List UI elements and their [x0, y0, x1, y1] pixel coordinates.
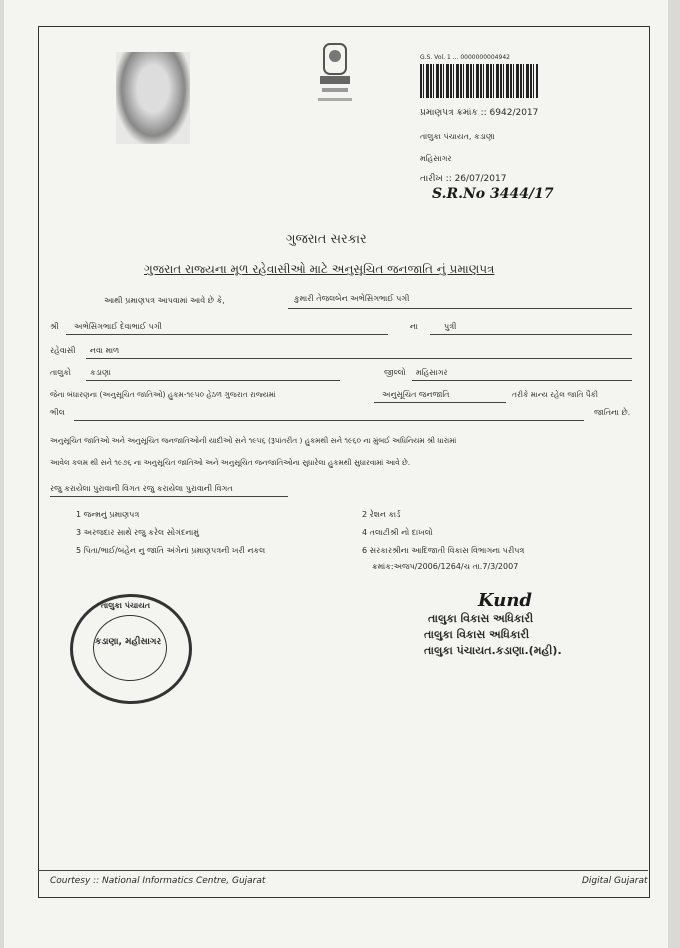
stamp-center-text: કડાણા, મહીસાગર [95, 637, 162, 647]
underline [66, 334, 388, 335]
footer-rule [38, 870, 648, 871]
stamp-inner-ring [93, 615, 167, 681]
government-title: ગુજરાત સરકાર [286, 232, 367, 247]
district-value: મહિસાગર [416, 368, 448, 377]
taluka-value: કડાણા [90, 368, 111, 377]
issuing-office: તાલુકા પંચાયત, કડાણા [420, 132, 495, 141]
legal-paragraph-line2: આવેલ કલમ થી સને ૧૯૭૬ ના અનુસૂચિત જાતિઓ અને અનુસૂચિત જનજાતિઓના સુધારેલા હુકમથી સુધારવામાં આવે છે. [50, 458, 411, 467]
signatory-seal-line: તાલુકા વિકાસ અધિકારી [424, 628, 530, 641]
document-item: ક્રમાંક:અજપ/2006/1264/ચ તા.7/3/2007 [372, 562, 519, 571]
underline [86, 358, 632, 359]
barcode-text: G.S. Vol. 1 ... 0000000004942 [420, 54, 510, 61]
underline [374, 402, 506, 403]
documents-heading: રજુ કરાયેલા પુરાવાની વિગત રજુ કરાયેલા પુરાવાની વિગત [50, 484, 233, 493]
barcode [420, 64, 538, 98]
prefix-shri: શ્રી [50, 322, 59, 331]
issuing-district: મહિસાગર [420, 154, 452, 163]
document-item: 1 જન્મનું પ્રમાણપત્ર [76, 510, 140, 519]
father-name: અભેસિંગભાઈ દેવાભાઈ પગી [74, 322, 162, 331]
applicant-photo [116, 52, 190, 144]
certificate-number: પ્રમાણપત્ર ક્રમાંક :: 6942/2017 [420, 108, 539, 118]
document-item: 4 તલાટીશ્રી નો દાખલો [362, 528, 433, 537]
caste-value: ભીલ [50, 408, 65, 417]
document-item: 2 રેશન કાર્ડ [362, 510, 401, 519]
relation-value: પુત્રી [444, 322, 457, 331]
category-value: અનુસૂચિત જનજાતિ [382, 390, 450, 399]
document-item: 5 પિતા/ભાઈ/બહેન નુ જાતિ અંગેનાં પ્રમાણપત્રની ખરી નકલ [76, 546, 266, 555]
underline [50, 496, 288, 497]
constitution-text: જેના બંધારણના (અનુસૂચિત જાતિઓ) હુકમ-૧૯૫૦ હેઠળ ગુજરાત રાજ્યમાં [50, 390, 276, 399]
signatory-office: તાલુકા પંચાયત.કડાણા.(મહી). [424, 644, 562, 657]
intro-label: આથી પ્રમાણપત્ર આપવામાં આવે છે કે, [104, 296, 225, 305]
residence-label: રહેવાસી [50, 346, 76, 355]
caste-suffix: જાતિના છે. [594, 408, 631, 417]
stamp-outer-text: તાલુકા પંચાયત [101, 601, 151, 610]
footer-brand: Digital Gujarat [582, 876, 648, 886]
underline [430, 334, 632, 335]
document-sheet [4, 0, 668, 948]
document-item: 6 સરકારશ્રીના આદિજાતી વિકાસ વિભાગના પરીપત્ર [362, 546, 525, 555]
underline [74, 420, 584, 421]
relation-suffix: ના [410, 322, 418, 331]
recognized-suffix: તરીકે માન્ય રહેલ જાતિ પૈકી [512, 390, 598, 399]
issue-date: તારીખ :: 26/07/2017 [420, 174, 507, 184]
legal-paragraph-line1: અનુસૂચિત જાતિઓ અને અનુસૂચિત જનજાતિઓની યાદીઓ સને ૧૯૫૬ (રૂપાંતરીત ) હુકમથી સને ૧૯૬૦ ના મુંબઈ અધિનિયમ શ્રી ધારામાં [50, 436, 457, 445]
handwritten-reference: S.R.No 3444/17 [432, 186, 554, 202]
underline [86, 380, 340, 381]
certificate-title: ગુજરાત રાજ્યના મૂળ રહેવાસીઓ માટે અનુસૂચિત જનજાતિ નું પ્રમાણપત્ર [144, 262, 495, 276]
holder-name: કુમારી તેજલબેન અભેસિંગભાઈ પગી [294, 294, 410, 303]
underline [288, 308, 632, 309]
signature-mark: Kund [478, 590, 533, 611]
official-stamp [70, 594, 192, 704]
district-label: જીલ્લો [384, 368, 406, 377]
taluka-label: તાલુકો [50, 368, 71, 377]
underline [412, 380, 632, 381]
national-emblem-icon [310, 40, 360, 110]
residence-value: નવા માળ [90, 346, 120, 355]
footer-credit: Courtesy :: National Informatics Centre, Gujarat [50, 876, 266, 886]
document-item: 3 અરજદાર સાથે રજુ કરેલ સોગંદનામું [76, 528, 199, 537]
signatory-title: તાલુકા વિકાસ અધિકારી [428, 612, 534, 625]
